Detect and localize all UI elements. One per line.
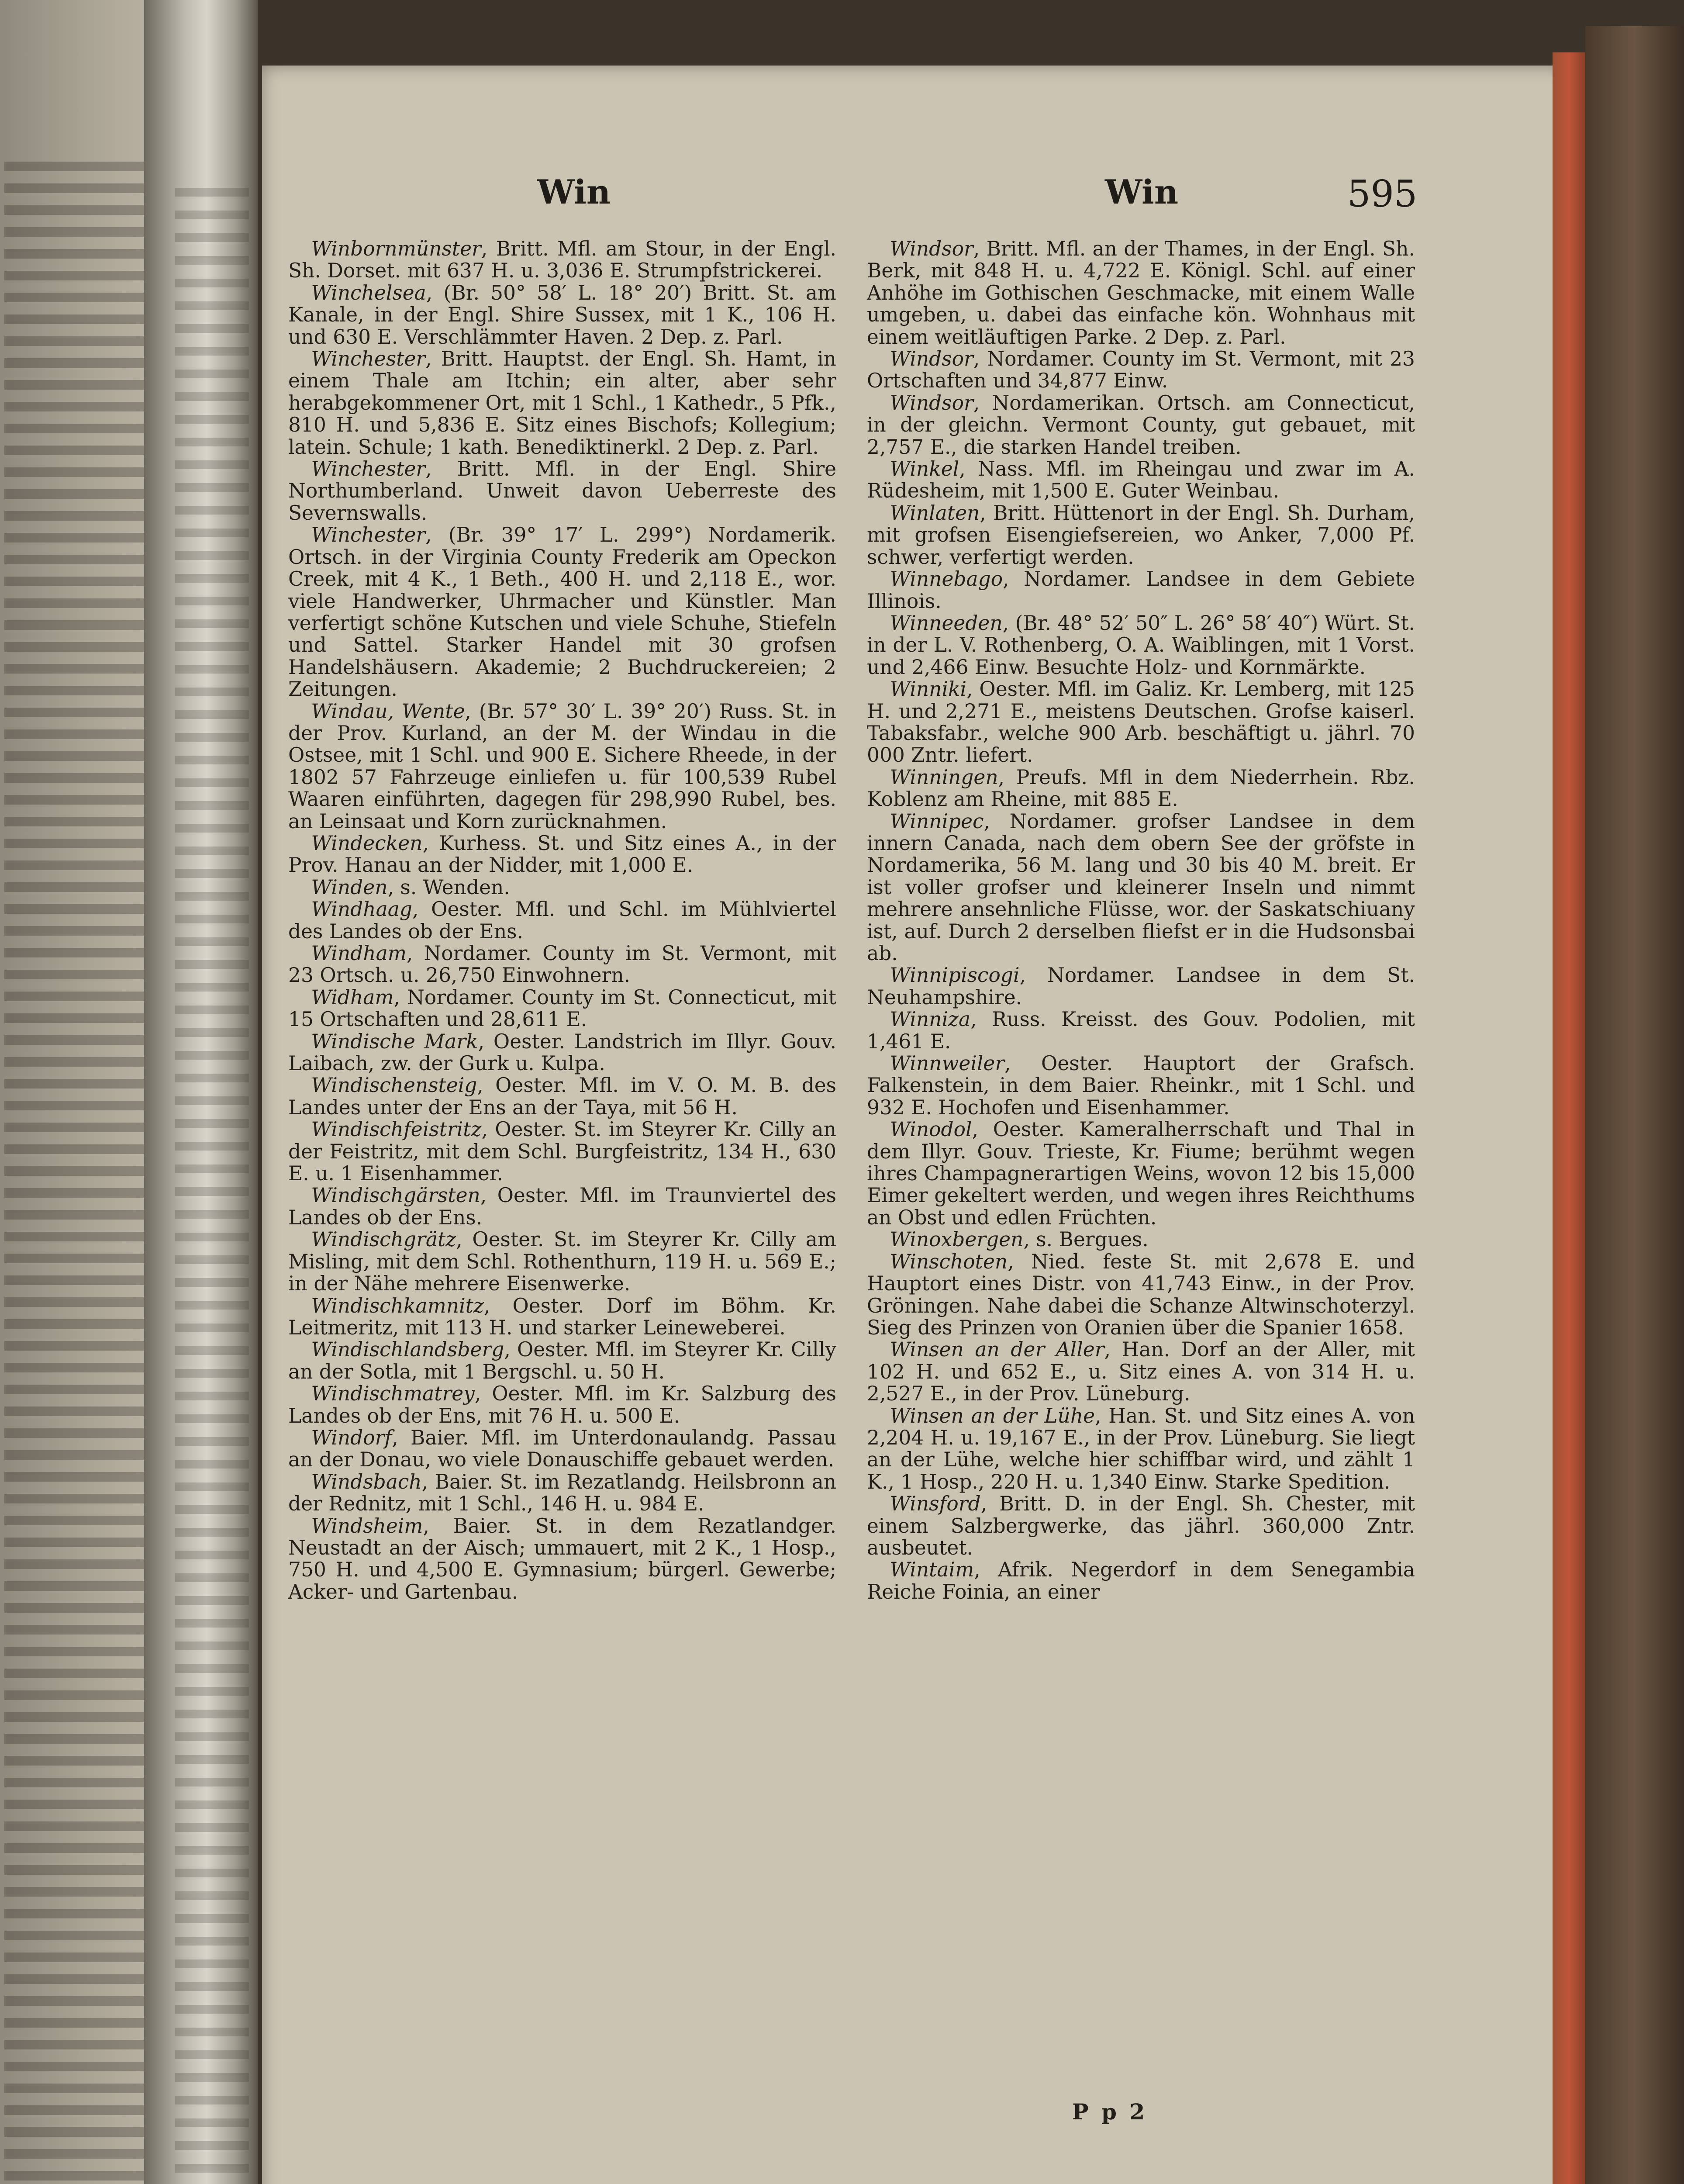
entry-text: , Nass. Mfl. im Rheingau und zwar im A. Rüdesheim, mit 1,500 E. Guter Weinbau.: [867, 457, 1415, 503]
dictionary-entry: [867, 1009, 1415, 1053]
entry-text: , Nordamerikan. Ortsch. am Connecticut, in der gleichn. Vermont County, gut gebauet, mit 2,757 E., die starken Handel treiben.: [867, 391, 1415, 459]
dictionary-entry: [867, 392, 1415, 458]
entry-headword: Winschoten: [890, 1250, 1008, 1273]
entry-headword: Winbornmünster: [311, 237, 481, 260]
dictionary-entry: [867, 568, 1415, 612]
entry-text: , Britt. Mfl. am Stour, in der Engl. Sh. Dorset. mit 637 H. u. 3,036 E. Strumpfstrickerei.: [288, 237, 836, 283]
dictionary-entry: [288, 1119, 836, 1185]
dictionary-entry: [288, 1185, 836, 1229]
dictionary-entry: [867, 238, 1415, 348]
dictionary-entry: [288, 1427, 836, 1471]
entry-headword: Winkel: [890, 457, 959, 481]
right-column: [867, 238, 1415, 1603]
running-head-left: Win: [537, 173, 611, 211]
entry-text: , Britt. Hüttenort in der Engl. Sh. Durham, mit grofsen Eisengiefsereien, wo Anker, 7,000 Pf. schwer, verfertigt werden.: [867, 501, 1415, 569]
entry-text: , Nordamer. County im St. Vermont, mit 23 Ortschaften und 34,877 Einw.: [867, 347, 1415, 393]
dictionary-entry: [867, 348, 1415, 392]
dictionary-entry: [288, 987, 836, 1031]
entry-headword: Winlaten: [890, 501, 980, 525]
entry-text: , Nordamer. grofser Landsee in dem innern Canada, nach dem obern See der gröfste in Nordamerika, 56 M. lang und 30 bis 40 M. breit. Er ist voller grofser und kleinerer Inseln und nimmt mehrere ansehnliche Flüsse, wor. der Saskatschiuany ist, auf. Durch 2 derselben fliefst er in die Hudsonsbai ab.: [867, 809, 1415, 965]
dictionary-entry: [867, 1339, 1415, 1405]
dictionary-entry: [867, 1119, 1415, 1229]
dictionary-entry: [288, 833, 836, 877]
entry-headword: Windischensteig: [311, 1074, 477, 1097]
dictionary-entry: [867, 612, 1415, 678]
dictionary-entry: [288, 1383, 836, 1427]
entry-text: , Oester. Mfl. im Galiz. Kr. Lemberg, mit 125 H. und 2,271 E., meistens Deutschen. Grofse kaiserl. Tabaksfabr., welche 900 Arb. beschäftigt u. jährl. 70 000 Zntr. liefert.: [867, 677, 1415, 767]
dictionary-entry: [288, 898, 836, 943]
entry-text: , Oester. Hauptort der Grafsch. Falkenstein, in dem Baier. Rheinkr., mit 1 Schl. und 932 E. Hochofen und Eisenhammer.: [867, 1052, 1415, 1119]
entry-text: , Baier. St. in dem Rezatlandger. Neustadt an der Aisch; ummauert, mit 2 K., 1 Hosp., 750 H. und 4,500 E. Gymnasium; bürgerl. Gewerbe; Acker- und Gartenbau.: [288, 1514, 836, 1603]
dictionary-entry: [867, 1053, 1415, 1119]
entry-headword: Wintaim: [890, 1558, 974, 1582]
entry-headword: Winoxbergen: [890, 1228, 1024, 1251]
dictionary-entry: [288, 1075, 836, 1119]
entry-text: , Britt. Mfl. an der Thames, in der Engl. Sh. Berk, mit 848 H. u. 4,722 E. Königl. Schl. auf einer Anhöhe im Gothischen Geschmacke, mit einem Walle umgeben, u. dabei das einfache kön. Wohnhaus mit einem weitläuftigen Parke. 2 Dep. z. Parl.: [867, 237, 1415, 349]
entry-headword: Winniza: [890, 1008, 971, 1031]
entry-text: , Oester. Mfl. im Steyrer Kr. Cilly an der Sotla, mit 1 Bergschl. u. 50 H.: [288, 1338, 836, 1383]
entry-headword: Windischfeistritz: [311, 1118, 482, 1141]
dictionary-entry: [867, 811, 1415, 965]
dictionary-entry: [867, 502, 1415, 568]
entry-headword: Windhaag: [311, 898, 412, 921]
dictionary-entry: [867, 1493, 1415, 1559]
entry-headword: Winchester: [311, 523, 426, 547]
page-number: 595: [1347, 173, 1418, 215]
entry-text: , Nordamer. County im St. Connecticut, mit 15 Ortschaften und 28,611 E.: [288, 985, 836, 1031]
dictionary-entry: [867, 1559, 1415, 1603]
dictionary-entry: [288, 1295, 836, 1339]
entry-headword: Winningen: [890, 765, 998, 789]
entry-headword: Winchester: [311, 457, 426, 481]
entry-text: , Nordamer. Landsee in dem Gebiete Illinois.: [867, 567, 1415, 613]
entry-headword: Winnebago: [890, 567, 1003, 591]
entry-headword: Windorf: [311, 1426, 392, 1449]
entry-text: , Nordamer. County im St. Vermont, mit 23 Ortsch. u. 26,750 Einwohnern.: [288, 942, 836, 987]
entry-text: , Han. St. und Sitz eines A. von 2,204 H. u. 19,167 E., in der Prov. Lüneburg. Sie liegt an der Lühe, welche hier schiffbar wird, und zählt 1 K., 1 Hosp., 220 H. u. 1,340 Einw. Starke Spedition.: [867, 1404, 1415, 1493]
entry-text: , Oester. Mfl. im Kr. Salzburg des Landes ob der Ens, mit 76 H. u. 500 E.: [288, 1382, 836, 1427]
entry-headword: Windischkamnitz: [311, 1294, 484, 1317]
entry-headword: Winnipec: [890, 809, 984, 833]
entry-headword: Windsbach: [311, 1470, 422, 1493]
entry-text: , Britt. D. in der Engl. Sh. Chester, mit einem Salzbergwerke, das jährl. 360,000 Zntr. ausbeutet.: [867, 1492, 1415, 1559]
entry-headword: Winneeden: [890, 611, 1003, 635]
entry-text: , Oester. Mfl. im Traunviertel des Landes ob der Ens.: [288, 1184, 836, 1229]
dictionary-entry: [288, 1515, 836, 1603]
gutter-text-lines: [175, 188, 249, 2184]
dictionary-entry: [288, 1229, 836, 1295]
entry-headword: Windham: [311, 942, 407, 965]
entry-text: , (Br. 57° 30′ L. 39° 20′) Russ. St. in der Prov. Kurland, an der M. der Windau in die Ostsee, mit 1 Schl. und 900 E. Sichere Rheede, in der 1802 57 Fahrzeuge einliefen u. für 100,539 Rubel Waaren einführten, dagegen für 298,990 Rubel, bes. an Leinsaat und Korn zurücknahmen.: [288, 699, 836, 833]
entry-headword: Winsford: [890, 1492, 981, 1516]
entry-headword: Widham: [311, 985, 394, 1009]
dictionary-entry: [288, 943, 836, 987]
entry-text: , Oester. Mfl. und Schl. im Mühlviertel des Landes ob der Ens.: [288, 898, 836, 943]
entry-headword: Winodol: [890, 1118, 972, 1141]
entry-headword: Winnipiscogi: [890, 964, 1020, 987]
dictionary-entry: [867, 767, 1415, 811]
book-cover-edge: [1585, 26, 1684, 2184]
entry-headword: Winniki: [890, 677, 967, 701]
dictionary-entry: [288, 458, 836, 524]
entry-headword: Winsen an der Lühe: [890, 1404, 1095, 1427]
entry-text: , Oester. St. im Steyrer Kr. Cilly am Misling, mit dem Schl. Rothenthurn, 119 H. u. 569 E.; in der Nähe mehrere Eisenwerke.: [288, 1228, 836, 1296]
entry-text: , Oester. St. im Steyrer Kr. Cilly an der Feistritz, mit dem Schl. Burgfeistritz, 134 H., 630 E. u. 1 Eisenhammer.: [288, 1118, 836, 1185]
entry-headword: Windsor: [890, 237, 973, 260]
entry-headword: Windecken: [311, 831, 423, 855]
dictionary-entry: [867, 1229, 1415, 1251]
entry-text: , Britt. Hauptst. der Engl. Sh. Hamt, in einem Thale am Itchin; ein alter, aber sehr herabgekommener Ort, mit 1 Schl., 1 Kathedr., 5 Pfk., 810 H. und 5,836 E. Sitz eines Bischofs; Kollegium; latein. Schule; 1 kath. Benediktinerkl. 2 Dep. z. Parl.: [288, 347, 836, 459]
entry-headword: Windische Mark: [311, 1030, 478, 1053]
entry-text: , Han. Dorf an der Aller, mit 102 H. und 652 E., u. Sitz eines A. von 314 H. u. 2,527 E., in der Prov. Lüneburg.: [867, 1338, 1415, 1406]
entry-text: , (Br. 39° 17′ L. 299°) Nordamerik. Ortsch. in der Virginia County Frederik am Opeckon Creek, mit 4 K., 1 Beth., 400 H. und 2,118 E., wor. viele Handwerker, Uhrmacher und Künstler. Man verfertigt schöne Kutschen und viele Schuhe, Stiefeln und Sattel. Starker Handel mit 30 grofsen Handelshäusern. Akademie; 2 Buchdruckereien; 2 Zeitungen.: [288, 523, 836, 701]
entry-text: , Baier. Mfl. im Unterdonaulandg. Passau an der Donau, wo viele Donauschiffe gebauet werden.: [288, 1426, 836, 1472]
dictionary-entry: [867, 1405, 1415, 1493]
entry-text: , (Br. 48° 52′ 50″ L. 26° 58′ 40″) Würt. St. in der L. V. Rothenberg, O. A. Waiblingen, mit 1 Vorst. und 2,466 Einw. Besuchte Holz- und Kornmärkte.: [867, 611, 1415, 679]
entry-text: , s. Wenden.: [387, 875, 510, 899]
entry-text: , (Br. 50° 58′ L. 18° 20′) Britt. St. am Kanale, in der Engl. Shire Sussex, mit 1 K., 106 H. und 630 E. Verschlämmter Haven. 2 Dep. z. Parl.: [288, 281, 836, 349]
entry-headword: Windsheim: [311, 1514, 423, 1538]
entry-headword: Windau, Wente: [311, 699, 465, 723]
dictionary-entry: [288, 701, 836, 833]
entry-headword: Winden: [311, 875, 388, 899]
running-head-right: Win: [1105, 173, 1179, 211]
entry-text: , Preufs. Mfl in dem Niederrhein. Rbz. Koblenz am Rheine, mit 885 E.: [867, 765, 1415, 811]
dictionary-entry: [288, 238, 836, 282]
dictionary-entry: [288, 1339, 836, 1383]
entry-text: , Kurhess. St. und Sitz eines A., in der Prov. Hanau an der Nidder, mit 1,000 E.: [288, 831, 836, 877]
dictionary-entry: [867, 678, 1415, 767]
dictionary-entry: [867, 1251, 1415, 1339]
entry-text: , Afrik. Negerdorf in dem Senegambia Reiche Foinia, an einer: [867, 1558, 1415, 1603]
left-column: [288, 238, 836, 1603]
dictionary-entry: [288, 1471, 836, 1515]
entry-text: , Oester. Kameralherrschaft und Thal in dem Illyr. Gouv. Trieste, Kr. Fiume; berühmt wegen ihres Champagnerartigen Weins, wovon 12 bis 15,000 Eimer gekeltert werden, und wegen ihres Reichthums an Obst und edlen Früchten.: [867, 1118, 1415, 1229]
entry-headword: Winchester: [311, 347, 426, 371]
entry-headword: Windischgärsten: [311, 1184, 480, 1207]
entry-text: , Nied. feste St. mit 2,678 E. und Hauptort eines Distr. von 41,743 Einw., in der Prov. Gröningen. Nahe dabei die Schanze Altwinschoterzyl. Sieg des Prinzen von Oranien über die Spanier 1658.: [867, 1250, 1415, 1339]
dictionary-entry: [288, 348, 836, 458]
entry-text: , s. Bergues.: [1023, 1228, 1149, 1251]
dictionary-entry: [867, 458, 1415, 502]
dictionary-entry: [288, 877, 836, 898]
entry-text: , Russ. Kreisst. des Gouv. Podolien, mit 1,461 E.: [867, 1008, 1415, 1053]
entry-text: , Oester. Dorf im Böhm. Kr. Leitmeritz, mit 113 H. und starker Leineweberei.: [288, 1294, 836, 1339]
entry-text: , Oester. Landstrich im Illyr. Gouv. Laibach, zw. der Gurk u. Kulpa.: [288, 1030, 836, 1075]
entry-headword: Windsor: [890, 347, 973, 371]
entry-text: , Britt. Mfl. in der Engl. Shire Northumberland. Unweit davon Ueberreste des Severnswalls.: [288, 457, 836, 525]
entry-headword: Windischgrätz: [311, 1228, 456, 1251]
entry-text: , Baier. St. im Rezatlandg. Heilsbronn an der Rednitz, mit 1 Schl., 146 H. u. 984 E.: [288, 1470, 836, 1516]
dictionary-entry: [867, 964, 1415, 1009]
entry-text: , Nordamer. Landsee in dem St. Neuhampshire.: [867, 964, 1415, 1009]
dictionary-entry: [288, 1031, 836, 1075]
previous-page-text-lines: [4, 162, 144, 2184]
entry-headword: Winchelsea: [311, 281, 426, 304]
entry-headword: Windischmatrey: [311, 1382, 475, 1406]
entry-headword: Winsen an der Aller: [890, 1338, 1104, 1362]
entry-headword: Winnweiler: [890, 1052, 1005, 1075]
printer-signature: P p 2: [1072, 2099, 1148, 2125]
entry-headword: Windsor: [890, 391, 973, 415]
dictionary-entry: [288, 282, 836, 348]
red-page-edge: [1553, 52, 1585, 2184]
entry-text: , Oester. Mfl. im V. O. M. B. des Landes unter der Ens an der Taya, mit 56 H.: [288, 1074, 836, 1119]
dictionary-entry: [288, 524, 836, 700]
entry-headword: Windischlandsberg: [311, 1338, 504, 1362]
